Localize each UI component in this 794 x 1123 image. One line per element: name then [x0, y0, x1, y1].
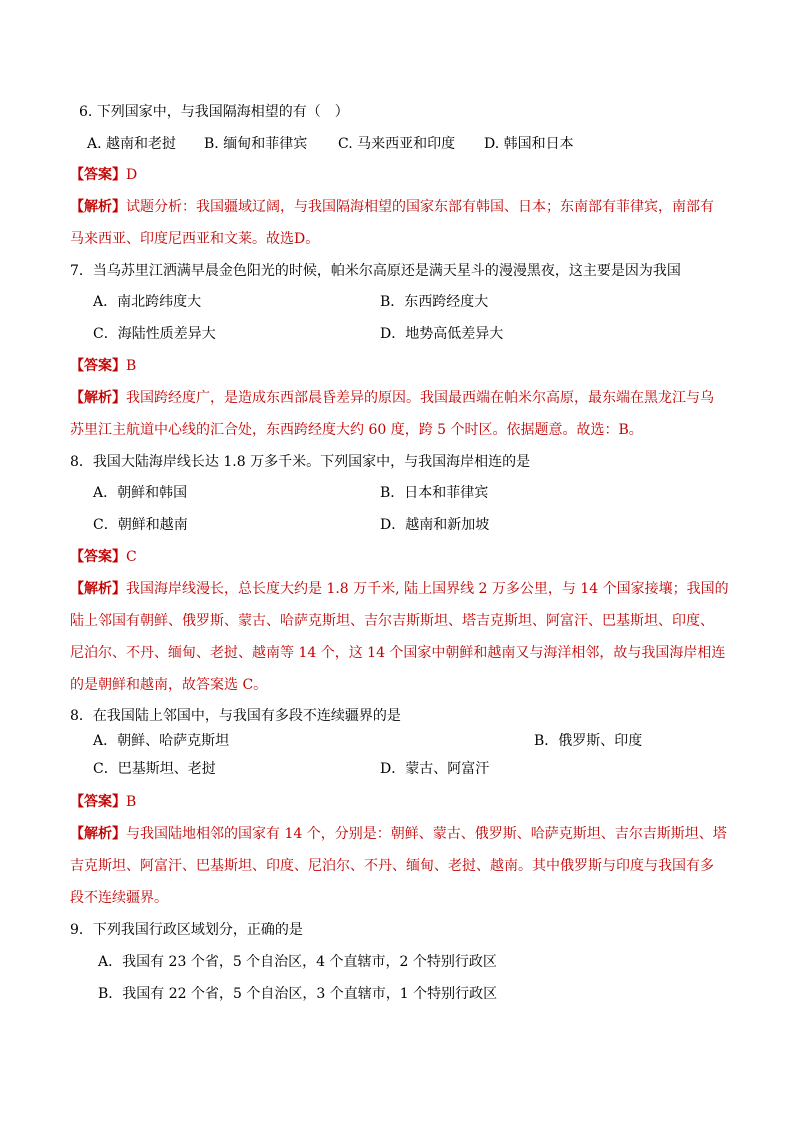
q9-option-a: A．我国有 23 个省，5 个自治区，4 个直辖市，2 个特别行政区	[98, 954, 497, 970]
q6-stem: 6. 下列国家中，与我国隔海相望的有（ ）	[79, 104, 349, 120]
q7-option-c: C．海陆性质差异大	[93, 326, 216, 342]
q7-analysis-line-1: 【解析】我国跨经度广，是造成东西部晨昏差异的原因。我国最西端在帕米尔高原，最东端在黑龙江与乌	[70, 390, 714, 406]
q8a-option-d: D．越南和新加坡	[380, 517, 490, 533]
q8a-answer	[70, 548, 137, 566]
answer-value: B	[126, 794, 137, 810]
q8b-option-a: A．朝鲜、哈萨克斯坦	[93, 733, 230, 749]
q6-option-d: D. 韩国和日本	[484, 136, 574, 152]
q7-answer	[70, 357, 136, 375]
q7-stem: 7．当乌苏里江洒满早晨金色阳光的时候，帕米尔高原还是满天星斗的漫漫黑夜，这主要是因为我国	[70, 263, 681, 279]
q8b-option-c: C．巴基斯坦、老挝	[93, 761, 216, 777]
answer-value: B	[126, 358, 137, 374]
q8b-analysis-line-1: 【解析】与我国陆地相邻的国家有 14 个，分别是：朝鲜、蒙古、俄罗斯、哈萨克斯坦、吉尔吉斯斯坦、塔	[70, 826, 727, 842]
analysis-tag: 【解析】	[70, 199, 126, 215]
q8a-analysis-line-1: 【解析】我国海岸线漫长，总长度大约是 1.8 万千米, 陆上国界线 2 万多公里，与 14 个国家接壤；我国的	[70, 581, 729, 597]
q8b-option-b: B．俄罗斯、印度	[534, 733, 643, 749]
q7-analysis-line-2: 苏里江主航道中心线的汇合处，东西跨经度大约 60 度，跨 5 个时区。依据题意。故选：B。	[70, 422, 643, 438]
answer-tag: 【答案】	[70, 358, 126, 374]
q8b-answer	[70, 793, 136, 811]
q8a-option-a: A．朝鲜和韩国	[93, 485, 188, 501]
q8b-option-d: D．蒙古、阿富汗	[380, 761, 490, 777]
q9-stem: 9．下列我国行政区域划分，正确的是	[70, 922, 303, 938]
answer-tag: 【答案】	[70, 794, 126, 810]
analysis-tag: 【解析】	[70, 390, 126, 406]
q8a-analysis-line-4: 的是朝鲜和越南，故答案选 C。	[70, 677, 268, 693]
q8a-option-c: C．朝鲜和越南	[93, 517, 188, 533]
q9-option-b: B．我国有 22 个省，5 个自治区，3 个直辖市，1 个特别行政区	[98, 986, 498, 1002]
q7-option-a: A．南北跨纬度大	[93, 294, 202, 310]
answer-tag: 【答案】	[70, 549, 126, 565]
q8a-analysis-line-3: 尼泊尔、不丹、缅甸、老挝、越南等 14 个，这 14 个国家中朝鲜和越南又与海洋相邻，故与我国海岸相连	[70, 645, 726, 661]
analysis-tag: 【解析】	[70, 581, 126, 597]
q8b-analysis-line-3: 段不连续疆界。	[70, 890, 168, 906]
q8b-stem: 8．在我国陆上邻国中，与我国有多段不连续疆界的是	[70, 708, 401, 724]
q8a-option-b: B．日本和菲律宾	[380, 485, 489, 501]
q6-option-a: A. 越南和老挝	[87, 136, 177, 152]
analysis-tag: 【解析】	[70, 826, 126, 842]
answer-value: C	[126, 549, 137, 565]
q8a-stem: 8．我国大陆海岸线长达 1.8 万多千米。下列国家中，与我国海岸相连的是	[70, 454, 531, 470]
q6-answer	[70, 166, 137, 184]
answer-tag: 【答案】	[70, 167, 126, 183]
q6-analysis-line-1: 【解析】试题分析：我国疆域辽阔，与我国隔海相望的国家东部有韩国、日本；东南部有菲律宾，南部有	[70, 199, 714, 215]
q6-analysis-line-2: 马来西亚、印度尼西亚和文莱。故选D。	[70, 231, 320, 247]
answer-value: D	[126, 167, 138, 183]
q7-option-b: B．东西跨经度大	[380, 294, 489, 310]
q8b-analysis-line-2: 吉克斯坦、阿富汗、巴基斯坦、印度、尼泊尔、不丹、缅甸、老挝、越南。其中俄罗斯与印度与我国有多	[70, 858, 714, 874]
q6-option-c: C. 马来西亚和印度	[338, 136, 456, 152]
q6-option-b: B. 缅甸和菲律宾	[204, 136, 308, 152]
q8a-analysis-line-2: 陆上邻国有朝鲜、俄罗斯、蒙古、哈萨克斯坦、吉尔吉斯斯坦、塔吉克斯坦、阿富汗、巴基斯坦、印度、	[70, 613, 714, 629]
q7-option-d: D．地势高低差异大	[380, 326, 504, 342]
